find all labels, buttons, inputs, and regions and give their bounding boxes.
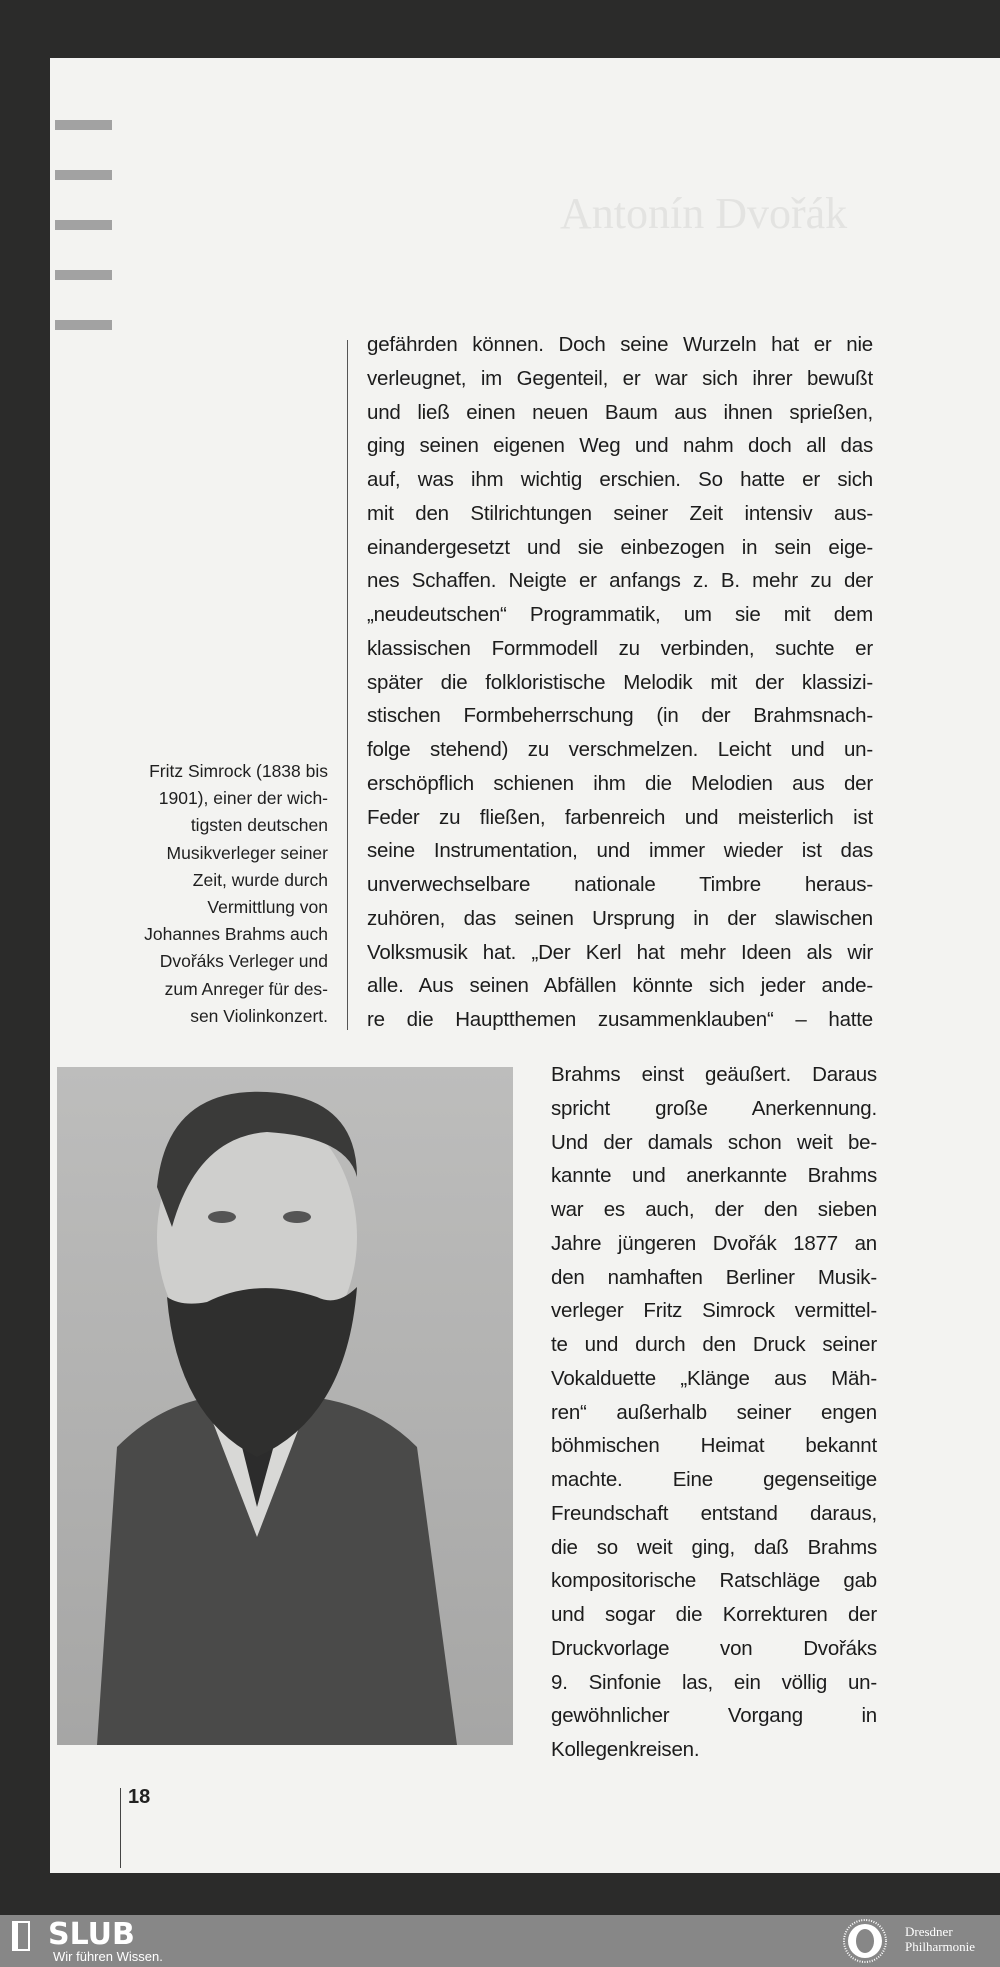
margin-tab (55, 170, 112, 180)
text-line: die so weit ging, daß Brahms (551, 1535, 877, 1559)
text-line: verleger Fritz Simrock vermittel- (551, 1299, 877, 1323)
philharmonie-sunburst-icon (842, 1918, 888, 1964)
margin-tab (55, 120, 112, 130)
text-line: mit den Stilrichtungen seiner Zeit intensiv aus- (367, 501, 873, 525)
text-line: kompositorische Ratschläge gab (551, 1569, 877, 1593)
text-line: zum Anreger für des- (164, 978, 328, 999)
portrait-photo (57, 1067, 513, 1745)
column-divider (347, 340, 348, 1030)
text-line: und sogar die Korrekturen der (551, 1603, 877, 1626)
text-line: Kollegenkreisen. (551, 1738, 700, 1761)
text-line: Musikverleger seiner (166, 842, 328, 863)
text-line: Johannes Brahms auch (144, 924, 328, 945)
text-line: gewöhnlicher Vorgang in (551, 1704, 877, 1728)
text-line: Druckvorlage von Dvořáks (551, 1636, 877, 1660)
text-line: Und der damals schon weit be- (551, 1130, 877, 1154)
text-line: sen Violinkonzert. (190, 1005, 328, 1026)
text-line: Dvořáks Verleger und (159, 951, 328, 972)
text-line: spricht große Anerkennung. (551, 1096, 877, 1120)
footer-bar (0, 1915, 1000, 1967)
text-line: klassischen Formmodell zu verbinden, suchte er (367, 636, 873, 660)
margin-tab (55, 320, 112, 330)
text-line: auf, was ihm wichtig erschien. So hatte er sich (367, 468, 873, 491)
text-line: Zeit, wurde durch (192, 869, 328, 890)
text-line: Fritz Simrock (1838 bis (149, 761, 328, 781)
article-text-main (367, 328, 873, 1037)
slub-tagline: Wir führen Wissen. (53, 1949, 163, 1964)
text-line: te und durch den Druck seiner (551, 1333, 877, 1356)
text-line: seine Instrumentation, und immer wieder ist das (367, 839, 873, 863)
text-line: 1901), einer der wich- (158, 788, 328, 809)
text-line: tigsten deutschen (190, 815, 328, 836)
document-page (50, 58, 1000, 1873)
philharmonie-line1: Dresdner (905, 1924, 953, 1939)
text-line: verleugnet, im Gegenteil, er war sich ihrer bewußt (367, 366, 873, 390)
text-line: ging seinen eigenen Weg und nahm doch all das (367, 434, 873, 458)
text-line: böhmischen Heimat bekannt (551, 1434, 877, 1458)
text-line: und ließ einen neuen Baum aus ihnen sprießen, (367, 400, 873, 424)
photo-caption (90, 758, 328, 1030)
text-line: „neudeutschen“ Programmatik, um sie mit dem (367, 603, 873, 626)
page-number-rule (120, 1788, 121, 1868)
text-line: unverwechselbare nationale Timbre heraus- (367, 873, 873, 896)
text-line: kannte und anerkannte Brahms (551, 1164, 877, 1188)
text-line: Volksmusik hat. „Der Kerl hat mehr Ideen als wir (367, 940, 873, 964)
bleed-through-title: Antonín Dvořák (560, 189, 848, 238)
text-line: machte. Eine gegenseitige (551, 1468, 877, 1491)
portrait-illustration (57, 1067, 513, 1745)
text-line: Jahre jüngeren Dvořák 1877 an (551, 1231, 877, 1255)
text-line: re die Hauptthemen zusammenklauben“ – hatte (367, 1008, 873, 1031)
margin-tab (55, 220, 112, 230)
page-number: 18 (128, 1786, 151, 1808)
margin-tab (55, 270, 112, 280)
slub-logo[interactable]: SLUB (48, 1917, 135, 1952)
text-line: einandergesetzt und sie einbezogen in sein eige- (367, 535, 873, 559)
text-line: Feder zu fließen, farbenreich und meisterlich ist (367, 805, 873, 829)
text-line: 9. Sinfonie las, ein völlig un- (551, 1670, 877, 1694)
text-line: Brahms einst geäußert. Daraus (551, 1063, 877, 1086)
text-line: erschöpflich schienen ihm die Melodien aus der (367, 771, 873, 795)
text-line: war es auch, der den sieben (551, 1198, 877, 1221)
text-line: zuhören, das seinen Ursprung in der slawischen (367, 906, 873, 930)
philharmonie-logo[interactable] (905, 1924, 975, 1954)
text-line: Vermittlung von (207, 896, 328, 917)
text-line: folge stehend) zu verschmelzen. Leicht und un- (367, 738, 873, 761)
text-line: Vokalduette „Klänge aus Mäh- (551, 1366, 877, 1390)
slub-book-icon (12, 1921, 30, 1951)
text-line: nes Schaffen. Neigte er anfangs z. B. mehr zu der (367, 569, 873, 593)
text-line: den namhaften Berliner Musik- (551, 1265, 877, 1289)
philharmonie-line2: Philharmonie (905, 1939, 976, 1954)
text-line: ren“ außerhalb seiner engen (551, 1400, 877, 1424)
text-line: stischen Formbeherrschung (in der Brahmsnach- (367, 704, 873, 728)
text-line: gefährden können. Doch seine Wurzeln hat er nie (367, 333, 873, 356)
text-line: Freundschaft entstand daraus, (551, 1501, 877, 1525)
text-line: später die folkloristische Melodik mit der klassizi- (367, 670, 873, 694)
text-line: alle. Aus seinen Abfällen könnte sich jeder ande- (367, 974, 873, 998)
article-text-continued (551, 1058, 877, 1767)
